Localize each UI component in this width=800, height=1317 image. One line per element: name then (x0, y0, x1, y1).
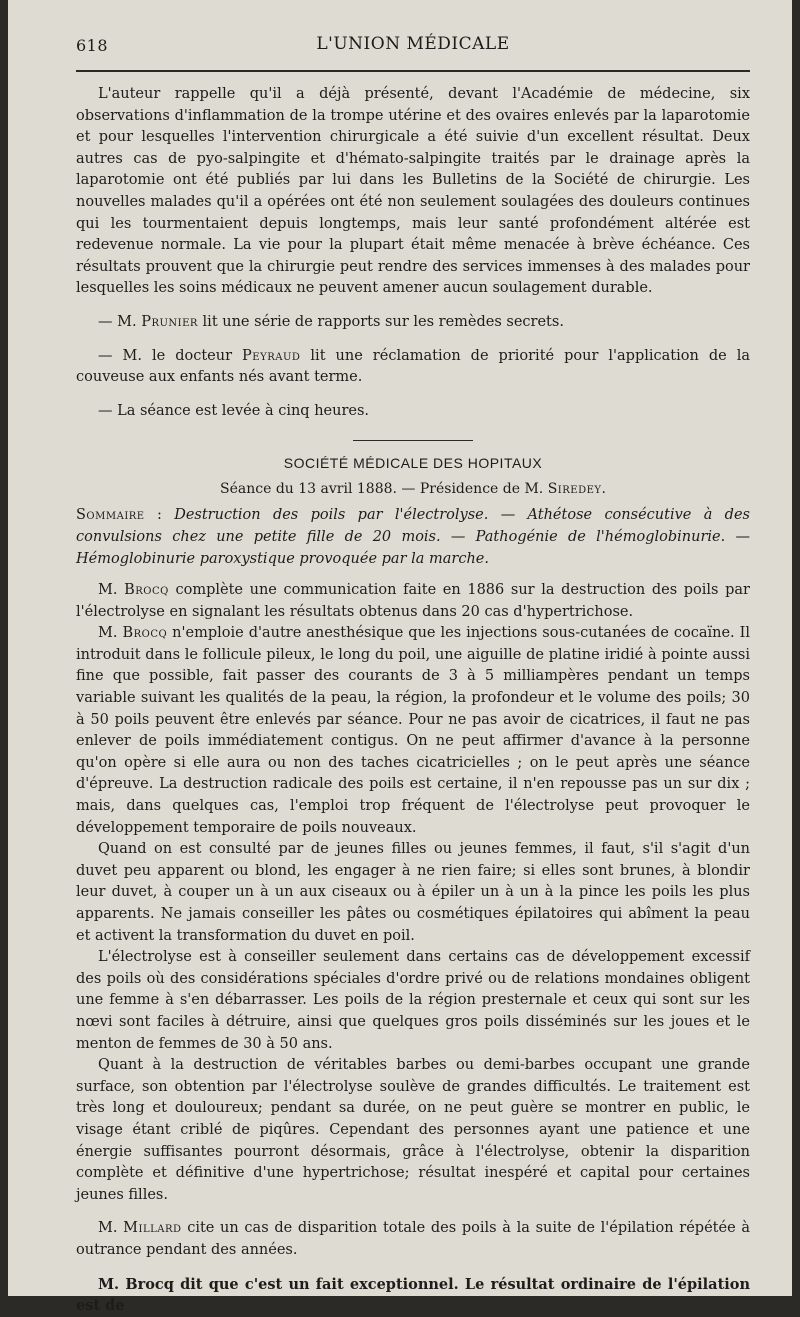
header-rule (76, 70, 750, 72)
page-header (76, 30, 750, 64)
paragraph-millard (76, 1218, 750, 1261)
paragraph-brocq-1 (76, 580, 750, 623)
p2-text: lit une série de rapports sur les remèdes secrets. (197, 313, 564, 330)
section-divider (353, 440, 473, 441)
summary (76, 505, 750, 570)
speaker-name: Brocq (124, 582, 169, 599)
paragraph-electrolyse-conseil: L'électrolyse est à conseiller seulement dans certains cas de développement excessif des poils où des considérations spéciales d'ordre privé ou de relations mondaines obligent une femme à s'en débarrasser. Les poils de la région presternale et ceux qui sont sur les nœvi sont faciles à détruire, ainsi que quelques gros poils disséminés sur les joues et le menton de femmes de 30 à 50 ans. (76, 949, 750, 1052)
session-line (76, 481, 750, 497)
paragraph-brocq-final: M. Brocq dit que c'est un fait exceptionnel. Le résultat ordinaire de l'épilation est de (76, 1275, 750, 1315)
b2-text: n'emploie d'autre anesthésique que les injections sous-cutanées de cocaïne. Il introduit dans le follicule pileux, le long du poil, une aiguille de platine iridié à pointe aussi fine que possible, fait passer des courants de 3 à 5 milliampères pendant un temps variable suivant les qualités de la peau, la région, la profondeur et le volume des poils; 30 à 50 poils peuvent être enlevés par séance. Pour ne pas avoir de cicatrices, il faut ne pas enlever de poils immédiatement contigus. On ne peut affirmer d'avance à la personne qu'on opère si elle aura ou non des taches cicatricielles ; on le peut après une séance d'épreuve. La destruction radicale des poils est certaine, il n'en repousse pas un sur dix ; mais, dans quelques cas, l'emploi trop fréquent de l'électrolyse peut provoquer le développement temporaire de poils nouveaux. (76, 625, 750, 836)
session-prefix: Séance du 13 avril 1888. — Présidence de M. (220, 481, 548, 498)
summary-label: Sommaire (76, 507, 145, 524)
paragraph-barbes: Quant à la destruction de véritables barbes ou demi-barbes occupant une grande surface, son obtention par l'électrolyse soulève de grandes difficultés. Le traitement est très long et douloureux; pendant sa durée, on ne peut guère se montrer en public, le visage étant criblé de piqûres. Cependant des personnes ayant une patience et une énergie suffisantes pourront désormais, grâce à l'électrolyse, obtenir la disparition complète et définitive d'une hypertrichose; résultat inespéré et capital pour certaines jeunes filles. (76, 1057, 750, 1203)
p2-prefix: — M. (98, 313, 142, 330)
p3-text: lit une réclamation de priorité pour l'application de la couveuse aux enfants nés avant terme. (76, 347, 750, 386)
session-suffix: . (601, 481, 606, 498)
speaker-name: Brocq (122, 625, 168, 642)
document-page (8, 0, 792, 1315)
president-name: Siredey (547, 481, 602, 498)
b1-text: complète une communication faite en 1886 sur la destruction des poils par l'électrolyse en signalant les résultats obtenus dans 20 cas d'hypertrichose. (76, 582, 750, 620)
speaker-name: Prunier (141, 313, 198, 330)
paragraph-seance-levee: — La séance est levée à cinq heures. (98, 402, 370, 419)
summary-colon: : (144, 507, 175, 524)
society-title: SOCIÉTÉ MÉDICALE DES HOPITAUX (283, 455, 543, 472)
b1-prefix: M. (98, 582, 125, 599)
paragraph-prunier (76, 312, 750, 334)
speaker-name: Millard (123, 1220, 182, 1237)
paragraph-laparotomie: L'auteur rappelle qu'il a déjà présenté, devant l'Académie de médecine, six observations d'inflammation de la trompe utérine et des ovaires enlevés par la laparotomie et pour lesquelles l'intervention chirurgicale a été suivie d'un excellent résultat. Deux autres cas de pyo-salpingite et d'hémato-salpingite traités par le drainage après la laparotomie ont été publiés par lui dans les Bulletins de la Société de chirurgie. Les nouvelles malades qu'il a opérées ont été non seulement soulagées des douleurs continues qui les tourmentaient depuis longtemps, mais leur santé profondément altérée est redevenue normale. La vie pour la plupart était même menacée à brève échéance. Ces résultats prouvent que la chirurgie peut rendre des services immenses à des malades pour lesquelles les soins médicaux ne peuvent amener aucun soulagement durable. (76, 86, 750, 297)
b6-prefix: M. (98, 1220, 124, 1237)
b2-prefix: M. (98, 625, 123, 642)
paragraph-peyraud (76, 346, 750, 389)
b6-text: cite un cas de disparition totale des poils à la suite de l'épilation répétée à outrance pendant des années. (76, 1220, 750, 1258)
paragraph-brocq-2 (76, 623, 750, 839)
paragraph-jeunes-filles: Quand on est consulté par de jeunes filles ou jeunes femmes, il faut, s'il s'agit d'un duvet peu apparent ou blond, les engager à ne rien faire; si elles sont brunes, à blondir leur duvet, à couper un à un aux ciseaux ou à épiler un à un à la pince les poils les plus apparents. Ne jamais conseiller les pâtes ou cosmétiques épilatoires qui abîment la peau et activent la transformation du duvet en poil. (76, 841, 750, 944)
page-number: 618 (76, 36, 109, 55)
speaker-name: Peyraud (242, 347, 301, 364)
journal-title: L'UNION MÉDICALE (316, 34, 510, 54)
p3-prefix: — M. le docteur (98, 347, 243, 364)
summary-text: Destruction des poils par l'électrolyse. — Athétose consécutive à des convulsions chez une petite fille de 20 mois. — Pathogénie de l'hémoglobinurie. — Hémoglobinurie paroxystique provoquée par la marche. (76, 507, 750, 567)
